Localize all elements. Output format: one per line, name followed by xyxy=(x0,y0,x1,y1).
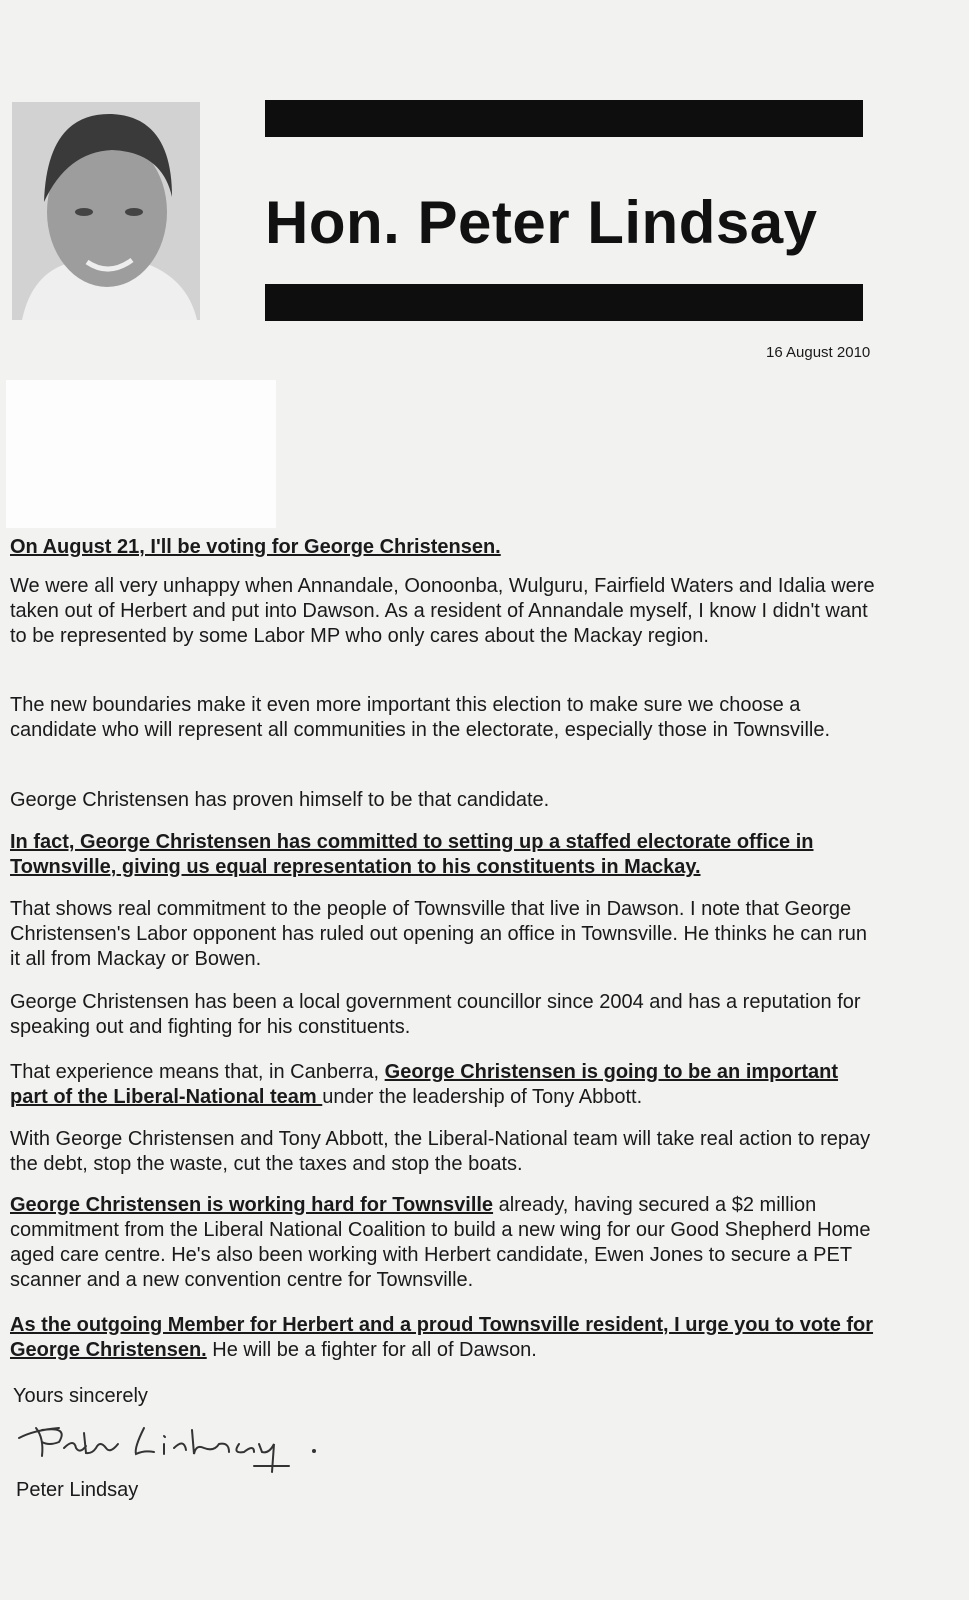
closing: Yours sincerely xyxy=(13,1385,148,1407)
paragraph xyxy=(10,1193,880,1293)
paragraph xyxy=(10,1127,880,1177)
page-title: Hon. Peter Lindsay xyxy=(265,189,818,256)
paragraph-emphasis-text: As the outgoing Member for Herbert and a proud Townsville resident, I urge you to vote for George Christensen. xyxy=(10,1314,874,1361)
paragraph-emphasis xyxy=(10,830,880,880)
paragraph xyxy=(10,1313,880,1363)
paragraph-emphasis-text: George Christensen is working hard for Townsville xyxy=(10,1194,494,1216)
paragraph-text: That shows real commitment to the people of Townsville that live in Dawson. I note that George Christensen's Labor opponent has ruled out opening an office in Townsville. He thinks he can run it all from Mackay or Bowen. xyxy=(10,898,867,970)
letter-heading: On August 21, I'll be voting for George Christensen. xyxy=(10,536,501,558)
paragraph xyxy=(10,788,880,813)
portrait-photo xyxy=(12,102,200,320)
paragraph-text: George Christensen has been a local government councillor since 2004 and has a reputation for speaking out and fighting for his constituents. xyxy=(10,991,861,1038)
letter-date: 16 August 2010 xyxy=(766,344,871,361)
redacted-address xyxy=(6,380,276,528)
handwritten-signature xyxy=(14,1408,324,1478)
paragraph-text: That experience means that, in Canberra, xyxy=(10,1061,385,1083)
paragraph xyxy=(10,990,880,1040)
paragraph-text: He will be a fighter for all of Dawson. xyxy=(206,1339,537,1361)
signoff-name: Peter Lindsay xyxy=(16,1479,139,1501)
paragraph xyxy=(10,574,880,649)
paragraph-text: In fact, George Christensen has committed to setting up a staffed electorate office in Townsville, giving us equal representation to his constituents in Mackay. xyxy=(10,831,814,878)
paragraph xyxy=(10,693,880,743)
header-bar-top xyxy=(265,100,863,137)
paragraph-text: under the leadership of Tony Abbott. xyxy=(322,1086,643,1108)
header-bar-bottom xyxy=(265,284,863,321)
paragraph-emphasis-text: George Christensen is going to be an important part of the Liberal-National team xyxy=(10,1061,839,1108)
paragraph-text: The new boundaries make it even more important this election to make sure we choose a candidate who will represent all communities in the electorate, especially those in Townsville. xyxy=(10,694,831,741)
paragraph xyxy=(10,897,880,972)
paragraph-text: We were all very unhappy when Annandale, Oonoonba, Wulguru, Fairfield Waters and Idalia were taken out of Herbert and put into Dawson. As a resident of Annandale myself, I know I didn't want to be represented by some Labor MP who only cares about the Mackay region. xyxy=(10,575,875,647)
paragraph-text: With George Christensen and Tony Abbott, the Liberal-National team will take real action to repay the debt, stop the waste, cut the taxes and stop the boats. xyxy=(10,1128,871,1175)
paragraph-text: George Christensen has proven himself to be that candidate. xyxy=(10,789,550,811)
paragraph xyxy=(10,1060,880,1110)
paragraph-text: already, having secured a $2 million commitment from the Liberal National Coalition to build a new wing for our Good Shepherd Home aged care centre. He's also been working with Herbert candidate, Ewen Jones to secure a PET scanner and a new convention centre for Townsville. xyxy=(10,1194,871,1291)
